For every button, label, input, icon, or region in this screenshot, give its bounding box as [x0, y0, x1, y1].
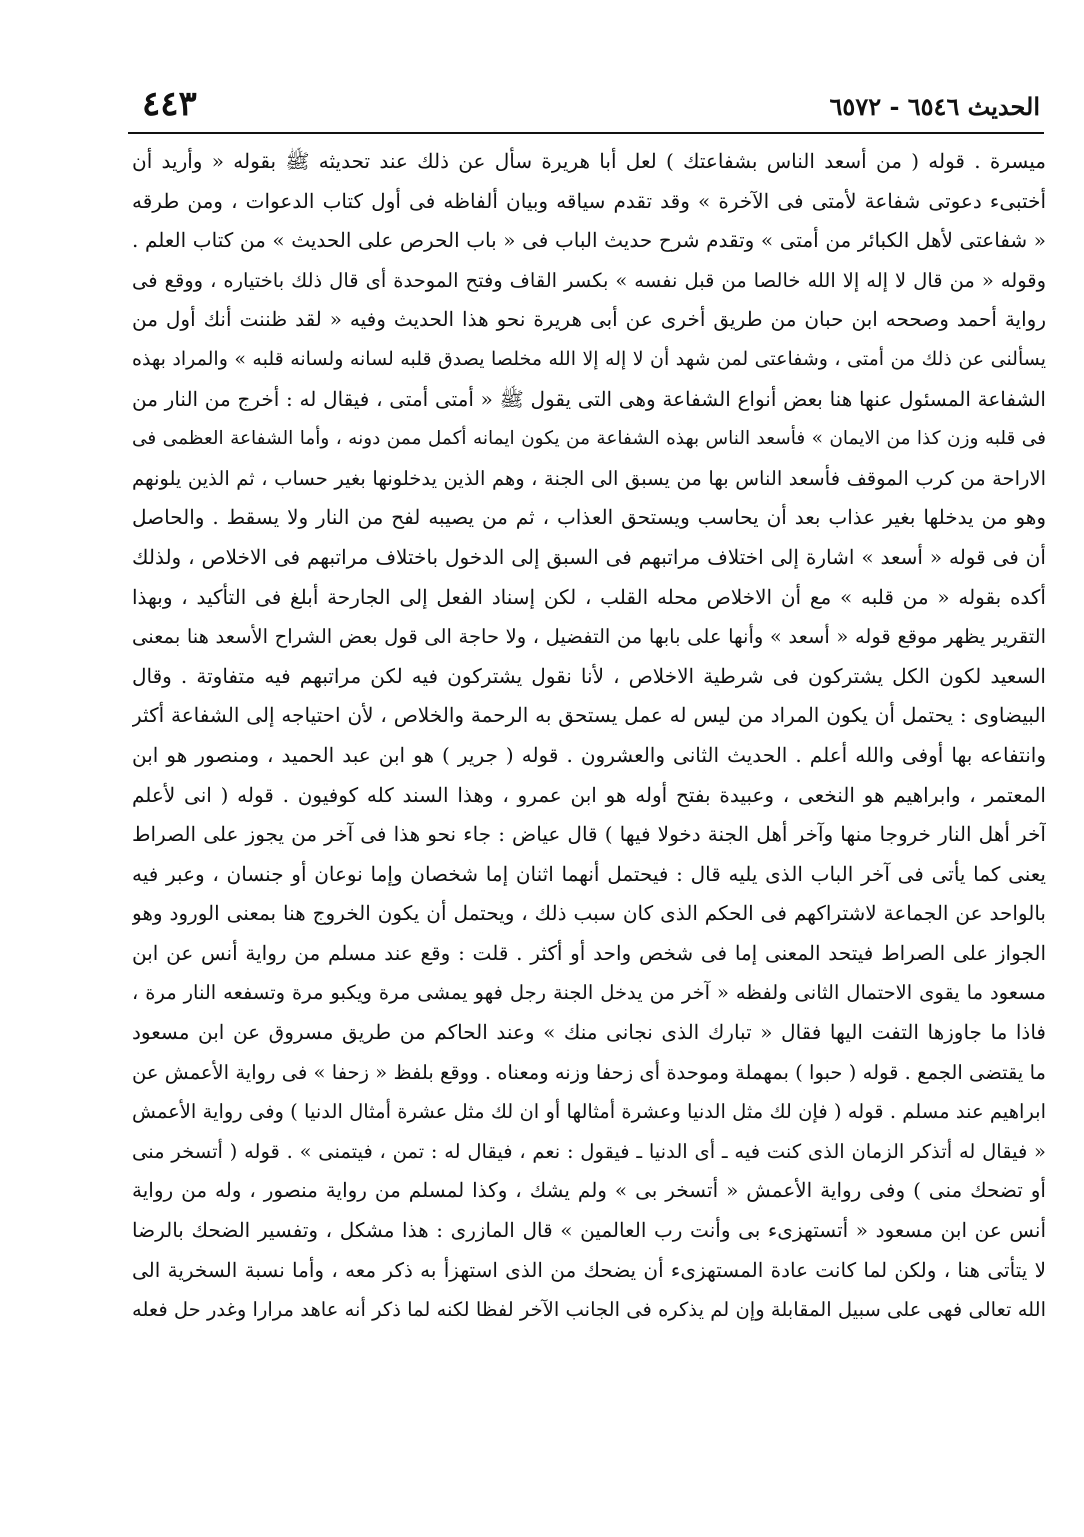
text-line: وانتفاعه بها أوفى والله أعلم . الحديث الثانى والعشرون . قوله ( جرير ) هو ابن عبد الحميد ، ومنصور هو ابن: [132, 742, 1046, 767]
text-line: وقوله « من قال لا إله إلا الله خالصا من قبل نفسه » بكسر القاف وفتح الموحدة أى قال ذلك باختياره ، ووقع فى: [132, 268, 1046, 292]
text-line: فى قلبه وزن كذا من الايمان » فأسعد الناس بهذه الشفاعة من يكون ايمانه أكمل ممن دونه ، وأما الشفاعة العظمى فى: [132, 428, 1046, 450]
text-line: السعيد لكون الكل يشتركون فى شرطية الاخلاص ، لأنا نقول يشتركون فيه لكن مراتبهم فيه متفاوتة . وقال: [132, 663, 1046, 688]
text-line: رواية أحمد وصححه ابن حبان من طريق أخرى عن أبى هريرة نحو هذا الحديث وفيه « لقد ظننت أنك أول من: [132, 307, 1046, 332]
text-line: الله تعالى فهى على سبيل المقابلة وإن لم يذكره فى الجانب الآخر لفظا لكنه لما ذكر أنه عاهد مرارا وغدر حل فعله: [132, 1298, 1046, 1322]
text-line: أختبىء دعوتى شفاعة لأمتى فى الآخرة » وقد تقدم سياقه وبيان ألفاظه فى أول كتاب الدعوات ، ومن طرقه: [132, 188, 1046, 213]
page-number: ٤٤٣: [142, 84, 197, 124]
text-line: الشفاعة المسئول عنها هنا بعض أنواع الشفاعة وهى التى يقول ﷺ « أمتى أمتى ، فيقال له : أخرج من النار من: [132, 386, 1046, 411]
text-line: « شفاعتى لأهل الكبائر من أمتى » وتقدم شرح حديث الباب فى « باب الحرص على الحديث » من كتاب العلم .: [132, 228, 1046, 253]
text-line: يعنى كما يأتى فى آخر الباب الذى يليه قال : فيحتمل أنهما اثنان إما شخصان وإما نوعان أو جنسان ، وعبر فيه: [132, 861, 1046, 886]
text-line: ما يقتضى الجمع . قوله ( حبوا ) بمهملة وموحدة أى زحفا وزنه ومعناه . ووقع بلفظ « زحفا » فى رواية الأعمش عن: [132, 1060, 1046, 1084]
text-line: مسعود ما يقوى الاحتمال الثانى ولفظه « آخر من يدخل الجنة رجل فهو يمشى مرة ويكبو مرة وتسفعه النار مرة ،: [132, 981, 1046, 1005]
header-rule: [128, 132, 1044, 134]
running-title: الحديث ٦٥٤٦ - ٦٥٧٢: [829, 92, 1040, 121]
body-text: [132, 142, 1046, 1330]
text-line: التقرير يظهر موقع قوله « أسعد » وأنها على بابها من التفضيل ، ولا حاجة الى قول بعض الشراح الأسعد هنا بمعنى: [132, 625, 1046, 649]
text-line: ميسرة . قوله ( من أسعد الناس بشفاعتك ) لعل أبا هريرة سأل عن ذلك عند تحديثه ﷺ بقوله « وأريد أن: [132, 149, 1046, 173]
text-line: « فيقال له أتذكر الزمان الذى كنت فيه ـ أى الدنيا ـ فيقول : نعم ، فيقال له : تمن ، فيتمنى » . قوله ( أتسخر منى: [132, 1139, 1046, 1163]
text-line: أكده بقوله « من قلبه » مع أن الاخلاص محله القلب ، لكن إسناد الفعل إلى الجارحة أبلغ فى التأكيد ، وبهذا: [132, 584, 1046, 609]
text-line: وهو من يدخلها بغير عذاب بعد أن يحاسب ويستحق العذاب ، ثم من يصيبه لفح من النار ولا يسقط . والحاصل: [132, 505, 1046, 530]
text-line: الاراحة من كرب الموقف فأسعد الناس بها من يسبق الى الجنة ، وهم الذين يدخلونها بغير حساب ، ثم الذين يلونهم: [132, 466, 1046, 490]
text-line: المعتمر ، وابراهيم هو النخعى ، وعبيدة بفتح أوله هو ابن عمرو ، وهذا السند كله كوفيون . قوله ( انى لأعلم: [132, 782, 1046, 807]
text-line: ابراهيم عند مسلم . قوله ( فإن لك مثل الدنيا وعشرة أمثالها أو ان لك مثل عشرة أمثال الدنيا ) وفى رواية الأعمش: [132, 1100, 1046, 1124]
text-line: أنس عن ابن مسعود « أتستهزىء بى وأنت رب العالمين » قال المازرى : هذا مشكل ، وتفسير الضحك بالرضا: [132, 1218, 1046, 1243]
text-line: بالواحد عن الجماعة لاشتراكهم فى الحكم الذى كان سبب ذلك ، ويحتمل أن يكون الخروج هنا بمعنى الورود وهو: [132, 901, 1046, 926]
text-line: الجواز على الصراط فيتحد المعنى إما فى شخص واحد أو أكثر . قلت : وقع عند مسلم من رواية أنس عن ابن: [132, 940, 1046, 965]
text-line: آخر أهل النار خروجا منها وآخر أهل الجنة دخولا فيها ) قال عياض : جاء نحو هذا فى آخر من يجوز على الصراط: [132, 822, 1046, 847]
page-header: [128, 84, 1044, 132]
text-line: البيضاوى : يحتمل أن يكون المراد من ليس له عمل يستحق به الرحمة والخلاص ، لأن احتياجه إلى الشفاعة أكثر: [132, 703, 1046, 728]
text-line: يسألنى عن ذلك من أمتى ، وشفاعتى لمن شهد أن لا إله إلا الله مخلصا يصدق قلبه لسانه ولسانه قلبه » والمراد بهذه: [132, 347, 1046, 370]
text-line: لا يتأتى هنا ، ولكن لما كانت عادة المستهزىء أن يضحك من الذى استهزأ به ذكر معه ، وأما نسبة السخرية الى: [132, 1257, 1046, 1282]
text-line: فاذا ما جاوزها التفت اليها فقال « تبارك الذى نجانى منك » وعند الحاكم من طريق مسروق عن ابن مسعود: [132, 1020, 1046, 1045]
text-line: أن فى قوله « أسعد » اشارة إلى اختلاف مراتبهم فى السبق إلى الدخول باختلاف مراتبهم فى الاخلاص ، ولذلك: [132, 544, 1046, 569]
text-line: أو تضحك منى ) وفى رواية الأعمش « أتسخر بى » ولم يشك ، وكذا لمسلم من رواية منصور ، وله من رواية: [132, 1178, 1046, 1203]
